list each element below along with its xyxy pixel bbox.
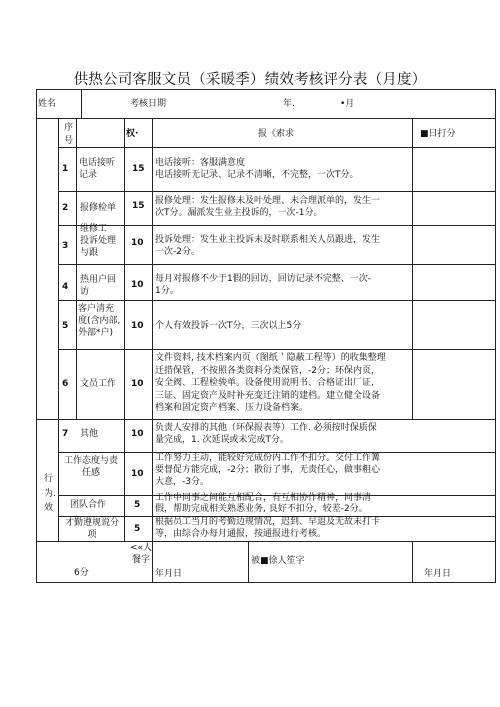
page-title: 供热公司客服文员（采暖季）绩效考核评分表（月度）	[73, 72, 427, 88]
year-label: 年.	[283, 99, 295, 109]
col-divider	[248, 541, 249, 582]
table-border-top	[36, 89, 496, 90]
behavior-weight: 5	[134, 500, 141, 510]
row-seq: 3	[62, 241, 69, 251]
total-score-label: 6分	[74, 568, 89, 578]
row-weight: 10	[131, 429, 144, 439]
behavior-weight: 5	[134, 524, 141, 534]
behavior-label-3: 效	[44, 503, 54, 513]
seq-header-1: 序	[64, 123, 74, 133]
row-weight: 10	[131, 280, 144, 290]
row-requirement: 报修处理：发生报修未及叶处理、未合理派单的，发生一 次T分。漏派发生业主投诉的，一次-1分。	[155, 196, 381, 218]
col-divider	[124, 118, 125, 541]
row-seq: 4	[62, 282, 69, 292]
row-weight: 15	[132, 201, 145, 211]
row-item: 其他	[80, 429, 99, 439]
reviewed-date: 年月日	[424, 569, 452, 579]
row-weight: 10	[131, 379, 144, 389]
seq-header-2: 号	[64, 136, 74, 146]
row-item: 电话接听 记录	[79, 158, 116, 180]
row-requirement: 每月对报修不少于1假的回访，回访记录不完整、一次- 1分。	[155, 274, 371, 296]
name-label: 姓名	[38, 99, 57, 109]
behavior-item: 团队合作	[70, 500, 107, 510]
row-weight: 15	[132, 164, 145, 174]
row-item: 热用户回 访	[80, 275, 117, 297]
score-header: ■日打分	[420, 129, 456, 139]
behavior-item: 才勤遵规说分 项	[64, 518, 119, 540]
col-divider	[412, 541, 413, 582]
requirement-header: 报《索求	[258, 129, 295, 139]
behavior-requirement: 工作努力主动，能较好完成份内工作不扣分。交付工作篝 要督促方能完成，-2分；散衍了事，无责任心，做事粗心 大意，-3分。	[155, 453, 381, 487]
col-divider	[412, 118, 413, 419]
row-item: 报修检单	[80, 203, 117, 213]
row-divider	[36, 118, 496, 119]
behavior-label-1: 行	[44, 474, 54, 484]
month-label: •月	[340, 99, 355, 109]
col-divider	[76, 118, 77, 419]
col-divider	[152, 118, 153, 582]
row-requirement: 投诉处理：发生业主投诉未及时联系相关人员跟进，发生 一次-2分。	[155, 235, 381, 257]
row-divider	[36, 419, 496, 420]
row-seq: 6	[62, 379, 69, 389]
date-label: 考核日期	[130, 99, 167, 109]
row-weight: 10	[131, 238, 144, 248]
row-requirement: 负责人安排的其他（环保报表等）工作. 必须按时保质保 量完成，1. 次延误或未完成T分。	[155, 423, 377, 445]
row-requirement: 个人有效投诉一次T分，三次以上5分	[155, 321, 302, 331]
table-border-right	[495, 89, 496, 583]
row-item: 维修工 投诉处理 与跟	[80, 224, 117, 258]
behavior-requirement: 根据员工当月的考勤边规情况，迟到、早退及无故未打卡 等，由综合办每月通报，按通报进行考核。	[155, 517, 381, 539]
signature-date: 年月日	[155, 569, 183, 579]
row-seq: 7	[62, 429, 69, 439]
row-seq: 5	[62, 321, 69, 331]
behavior-weight: 10	[131, 469, 144, 479]
row-requirement: 文件资料, 技术档案内页（图纸＇隐蔽工程等）的收集整理 迁措保管，不按照各类资料分类保管，-2分；环保内页， 安全阀、工程检骏单。设备使用说明书、合格证出厂证, 三证、固定资产及时补充变迁注销的建档。建立健全设备 档案和固定资产档案、压力设备档案。	[155, 353, 386, 414]
table-border-bottom	[36, 582, 496, 583]
row-requirement: 电话接听：客服满意度 电话接听无记录、记录不清晰，不完整，一次T分。	[155, 158, 359, 180]
row-seq: 1	[62, 164, 69, 174]
row-item: 文员工作	[80, 379, 117, 389]
row-seq: 2	[62, 203, 69, 213]
behavior-label-2: 为.	[44, 489, 56, 499]
table-border-left	[36, 89, 37, 583]
col-divider	[58, 118, 59, 541]
behavior-item: 工作态度与责 任感	[63, 456, 118, 478]
weight-header: 权·	[126, 129, 139, 139]
row-weight: 10	[131, 321, 144, 331]
behavior-requirement: 工作中同事之间能互相配合，有互相协作精神，同事清 假，帮助完成相关熟悉业务, 良好不扣分，较差-2分。	[155, 493, 372, 514]
row-item: 客户清充 度(含内部, 外部*户)	[78, 304, 121, 338]
row-divider	[36, 541, 496, 542]
reviewed-signature-label: 被■徐人笙字	[251, 556, 305, 566]
col-divider	[81, 89, 82, 118]
signature-label-2: 餐字	[132, 555, 151, 565]
signature-label-1: <«人	[130, 543, 153, 553]
